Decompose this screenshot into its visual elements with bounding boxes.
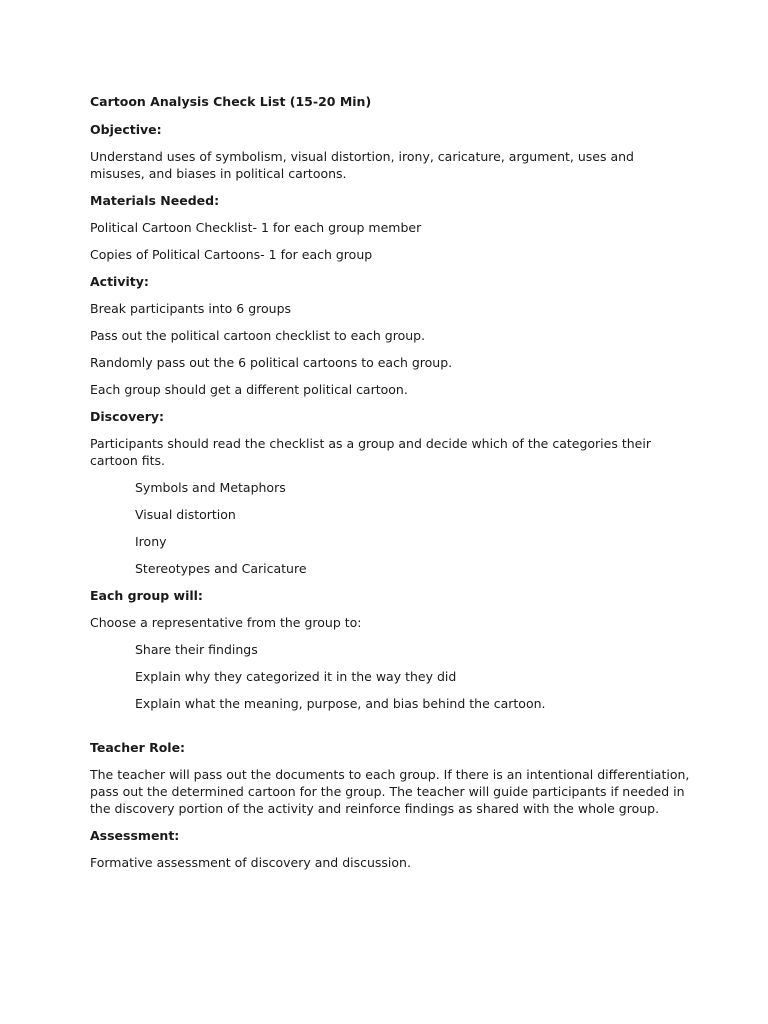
teacher-role-text: The teacher will pass out the documents to each group. If there is an intentional differentiation, pass out the determined cartoon for the group. The teacher will guide participants if needed in the discovery portion of the activity and reinforce findings as shared with the whole group. <box>90 767 690 816</box>
activity-item: Break participants into 6 groups <box>90 301 292 316</box>
page-title: Cartoon Analysis Check List (15-20 Min) <box>90 94 372 109</box>
document-page <box>90 93 690 881</box>
objective-text: Understand uses of symbolism, visual distortion, irony, caricature, argument, uses and misuses, and biases in political cartoons. <box>90 149 634 181</box>
activity-item: Randomly pass out the 6 political cartoons to each group. <box>90 355 453 370</box>
each-group-heading: Each group will: <box>90 588 203 603</box>
each-group-task: Share their findings <box>135 642 258 657</box>
discovery-text: Participants should read the checklist as a group and decide which of the categories their cartoon fits. <box>90 436 651 468</box>
teacher-role-heading: Teacher Role: <box>90 740 186 755</box>
discovery-category: Irony <box>135 534 167 549</box>
each-group-task: Explain why they categorized it in the way they did <box>135 669 457 684</box>
materials-item: Political Cartoon Checklist- 1 for each group member <box>90 220 422 235</box>
materials-heading: Materials Needed: <box>90 193 220 208</box>
discovery-category: Visual distortion <box>135 507 236 522</box>
each-group-text: Choose a representative from the group to: <box>90 615 362 630</box>
activity-item: Each group should get a different political cartoon. <box>90 382 408 397</box>
each-group-task: Explain what the meaning, purpose, and bias behind the cartoon. <box>135 696 546 711</box>
objective-heading: Objective: <box>90 122 162 137</box>
activity-heading: Activity: <box>90 274 149 289</box>
discovery-category: Stereotypes and Caricature <box>135 561 307 576</box>
assessment-text: Formative assessment of discovery and discussion. <box>90 855 411 870</box>
assessment-heading: Assessment: <box>90 828 180 843</box>
discovery-category: Symbols and Metaphors <box>135 480 286 495</box>
materials-item: Copies of Political Cartoons- 1 for each group <box>90 247 373 262</box>
activity-item: Pass out the political cartoon checklist to each group. <box>90 328 426 343</box>
discovery-heading: Discovery: <box>90 409 165 424</box>
